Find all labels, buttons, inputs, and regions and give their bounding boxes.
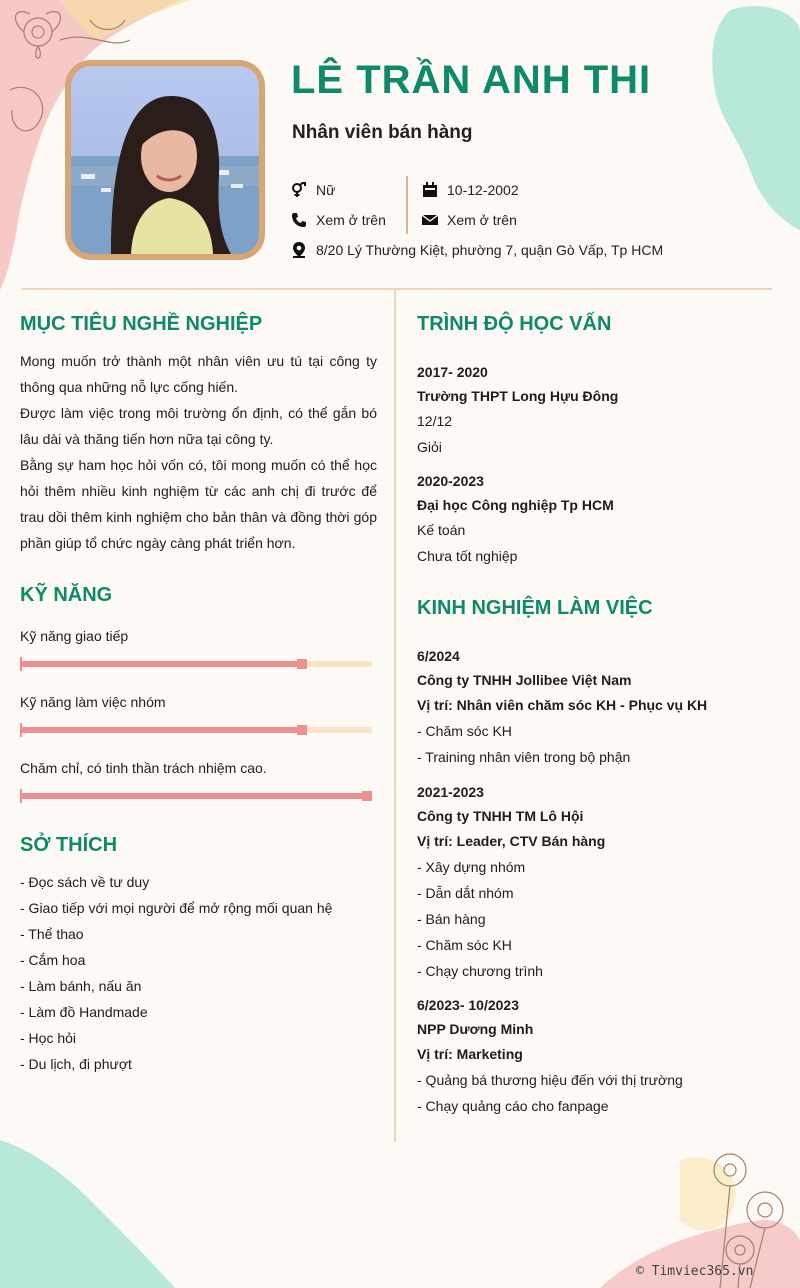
experience-title: KINH NGHIỆM LÀM VIỆC (417, 597, 653, 619)
education-school: Đại học Công nghiệp Tp HCM (417, 497, 614, 513)
skill-label: Kỹ năng làm việc nhóm (20, 694, 166, 710)
watercolor-decoration-bottom-left (0, 1140, 180, 1288)
objective-text (20, 348, 377, 556)
header-divider (22, 288, 772, 290)
calendar-icon (421, 181, 439, 199)
experience-task: - Training nhân viên trong bộ phận (417, 749, 631, 765)
objective-line: Bằng sự ham học hỏi vốn có, tôi mong muốn có thể học hỏi thêm nhiều kinh nghiệm từ các anh chị đi trước để trau dồi thêm kinh nghiệm cho bản thân và đồng thời góp phần giúp tổ chức ngày càng phát triển hơn. (20, 457, 377, 551)
education-major: 12/12 (417, 413, 453, 429)
experience-company: Công ty TNHH TM Lô Hội (417, 808, 584, 824)
experience-position: Vị trí: Nhân viên chăm sóc KH - Phục vụ KH (417, 697, 708, 713)
experience-position: Vị trí: Marketing (417, 1046, 523, 1062)
hobby-item: - Thể thao (20, 926, 84, 942)
skills-title: KỸ NĂNG (20, 584, 113, 606)
education-school: Trường THPT Long Hựu Đông (417, 388, 619, 404)
skill-bar-fill (20, 793, 372, 799)
skill-bar-fill (20, 727, 302, 733)
experience-task: - Bán hàng (417, 911, 486, 927)
watermark: © Timviec365.vn (636, 1264, 754, 1279)
candidate-name: LÊ TRẦN ANH THI (291, 58, 652, 102)
experience-company: NPP Dương Minh (417, 1021, 534, 1037)
hobby-item: - Giao tiếp với mọi người để mở rộng mối quan hệ (20, 900, 333, 916)
phone-text: Xem ở trên (316, 212, 386, 228)
objective-line: Mong muốn trở thành một nhân viên ưu tú tại công ty thông qua những nỗ lực cống hiến. (20, 353, 377, 395)
skill-bar-knob (297, 659, 307, 669)
experience-task: - Chăm sóc KH (417, 723, 512, 739)
job-title: Nhân viên bán hàng (292, 122, 473, 143)
education-title: TRÌNH ĐỘ HỌC VẤN (417, 313, 612, 335)
watercolor-decoration-top-right (700, 0, 800, 240)
skill-bar (20, 661, 372, 667)
objective-line: Được làm việc trong môi trường ổn định, có thể gắn bó lâu dài và thăng tiến hơn nữa tại công ty. (20, 405, 377, 447)
objective-title: MỤC TIÊU NGHỀ NGHIỆP (20, 313, 263, 335)
experience-period: 6/2024 (417, 648, 460, 664)
hobby-item: - Đọc sách về tư duy (20, 874, 150, 890)
experience-period: 2021-2023 (417, 784, 484, 800)
skill-label: Kỹ năng giao tiếp (20, 628, 129, 644)
profile-photo-frame (65, 60, 265, 260)
education-major: Kế toán (417, 522, 466, 538)
education-result: Giỏi (417, 439, 442, 455)
location-pin-icon (290, 241, 308, 259)
phone-icon (290, 211, 308, 229)
experience-company: Công ty TNHH Jollibee Việt Nam (417, 672, 632, 688)
birthday-text: 10-12-2002 (447, 182, 519, 198)
hobby-item: - Làm bánh, nấu ăn (20, 978, 142, 994)
column-divider (394, 290, 396, 1142)
profile-photo (71, 66, 259, 254)
hobby-item: - Du lịch, đi phượt (20, 1056, 132, 1072)
experience-task: - Dẫn dắt nhóm (417, 885, 514, 901)
experience-task: - Xây dựng nhóm (417, 859, 526, 875)
gender-text: Nữ (316, 182, 336, 198)
hobby-item: - Học hỏi (20, 1030, 77, 1046)
education-result: Chưa tốt nghiệp (417, 548, 518, 564)
skill-bar (20, 793, 372, 799)
experience-task: - Chạy chương trình (417, 963, 543, 979)
skill-label: Chăm chỉ, có tinh thần trách nhiệm cao. (20, 760, 267, 776)
address-text: 8/20 Lý Thường Kiệt, phường 7, quận Gò Vấp, Tp HCM (316, 242, 664, 258)
experience-task: - Quảng bá thương hiệu đến với thị trường (417, 1072, 683, 1088)
experience-task: - Chăm sóc KH (417, 937, 512, 953)
skill-bar (20, 727, 372, 733)
phone-info (290, 211, 386, 229)
header-info-divider (406, 176, 408, 234)
education-period: 2020-2023 (417, 473, 484, 489)
skill-bar-knob (362, 791, 372, 801)
education-period: 2017- 2020 (417, 364, 488, 380)
hobbies-title: SỞ THÍCH (20, 834, 118, 856)
email-text: Xem ở trên (447, 212, 517, 228)
envelope-icon (421, 211, 439, 229)
skill-bar-fill (20, 661, 302, 667)
gender-icon (290, 181, 308, 199)
gender-info (290, 181, 335, 199)
experience-position: Vị trí: Leader, CTV Bán hàng (417, 833, 606, 849)
email-info (421, 211, 517, 229)
address-info (290, 241, 663, 259)
experience-period: 6/2023- 10/2023 (417, 997, 519, 1013)
hobby-item: - Làm đồ Handmade (20, 1004, 148, 1020)
birthday-info (421, 181, 519, 199)
hobby-item: - Cắm hoa (20, 952, 86, 968)
experience-task: - Chạy quảng cáo cho fanpage (417, 1098, 609, 1114)
skill-bar-knob (297, 725, 307, 735)
